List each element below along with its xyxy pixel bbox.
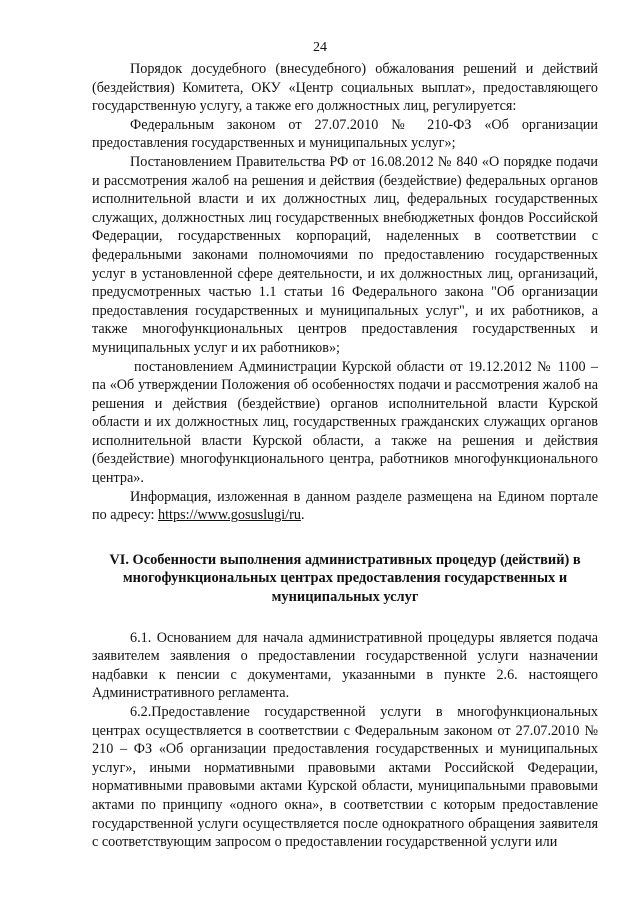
paragraph-portal-info	[92, 488, 598, 525]
paragraph-federal-law-210: Федеральным законом от 27.07.2010 № 210-ФЗ «Об организации предоставления государственных и муниципальных услуг»;	[92, 116, 598, 152]
paragraph-6-2: 6.2.Предоставление государственной услуги в многофункциональных центрах осуществляется в соответствии с Федеральным законом от 27.07.2010 № 210 – ФЗ «Об организации предоставления государственных и муниципальных услуг», иными нормативными правовыми актами Российской Федерации, нормативными правовыми актами Курской области, муниципальными правовыми актами по принципу «одного окна», в соответствии с которым предоставление государственной услуги осуществляется после однократного обращения заявителя с соответствующим запросом о предоставлении государственной услуги или	[92, 704, 598, 851]
portal-info-text: Информация, изложенная в данном разделе размещена на Едином портале по адресу:	[92, 488, 598, 524]
document-body	[92, 60, 598, 852]
gosuslugi-link[interactable]: https://www.gosuslugi/ru	[158, 507, 301, 524]
paragraph-government-decree-840: Постановлением Правительства РФ от 16.08.2012 № 840 «О порядке подачи и рассмотрения жалоб на решения и действия (бездействие) федеральных органов исполнительной власти и их должностных лиц, федеральных государственных служащих, должностных лиц государственных внебюджетных фондов Российской Федерации, государственных корпораций, наделенных в соответствии с федеральными законами полномочиями по предоставлению государственных услуг в установленной сфере деятельности, и их должностных лиц, организаций, предусмотренных частью 1.1 статьи 16 Федерального закона "Об организации предоставления государственных и муниципальных услуг", и их работников, а также многофункциональных центров предоставления государственных и муниципальных услуг и их работников»;	[92, 153, 598, 356]
paragraph-appeal-procedure: Порядок досудебного (внесудебного) обжалования решений и действий (бездействия) Комитета, ОКУ «Центр социальных выплат», предоставляющего государственную услугу, а также его должностных лиц, регулируется:	[92, 61, 598, 115]
paragraph-6-1: 6.1. Основанием для начала административной процедуры является подача заявителем заявления о предоставлении государственной услуги назначении надбавки к пенсии с документами, указанными в пункте 2.6. настоящего Административного регламента.	[92, 629, 598, 702]
paragraph-kursk-decree-1100: постановлением Администрации Курской области от 19.12.2012 № 1100 – па «Об утверждении Положения об особенностях подачи и рассмотрения жалоб на решения и действия (бездействие) органов исполнительной власти Курской области и их должностных лиц, государственных гражданских служащих органов исполнительной власти Курской области, а также на решения и действия (бездействие) многофункционального центра, работников многофункционального центра».	[92, 358, 598, 487]
page-number: 24	[313, 40, 327, 55]
section-heading: VI. Особенности выполнения административных процедур (действий) в многофункциональных центрах предоставления государственных и муниципальных услуг	[109, 551, 581, 606]
portal-info-end: .	[300, 507, 305, 524]
